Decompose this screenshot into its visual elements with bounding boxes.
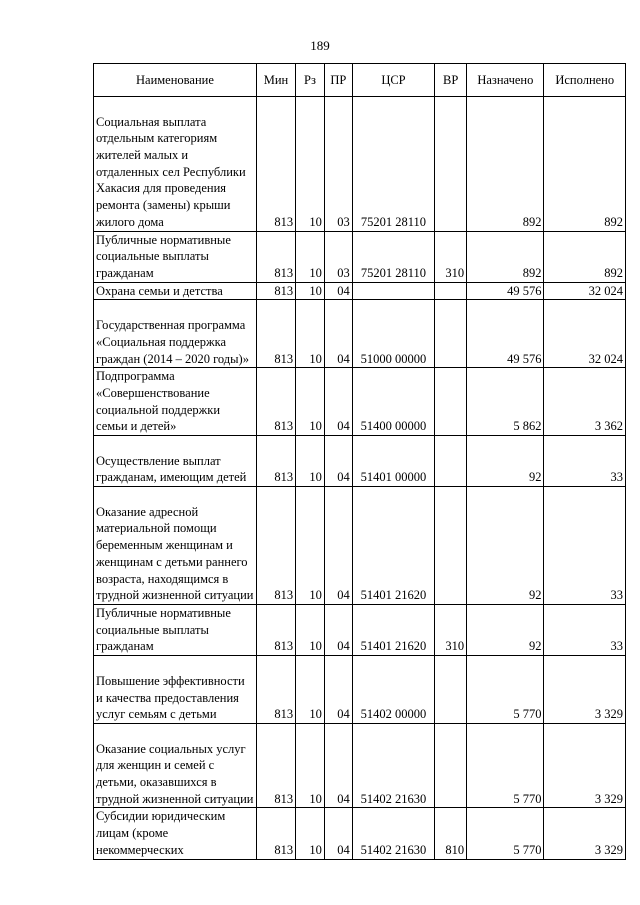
row-min: 813 — [256, 808, 295, 859]
col-header-executed: Исполнено — [544, 64, 626, 97]
row-name: Оказание адресной материальной помощи беременным женщинам и женщинам с детьми раннего возраста, находящимся в трудной жизненной ситуации — [94, 487, 257, 605]
row-min: 813 — [256, 231, 295, 282]
row-csr: 51401 21620 — [352, 487, 434, 605]
row-csr: 51402 21630 — [352, 723, 434, 808]
col-header-name: Наименование — [94, 64, 257, 97]
row-executed: 33 — [544, 487, 626, 605]
row-name: Подпрограмма «Совершенствование социальной поддержки семьи и детей» — [94, 368, 257, 436]
row-csr — [352, 282, 434, 300]
row-vr — [435, 436, 467, 487]
row-rz: 10 — [296, 300, 325, 368]
table-row — [94, 723, 626, 808]
row-assigned: 92 — [467, 436, 544, 487]
row-csr: 51401 00000 — [352, 436, 434, 487]
row-pr: 04 — [324, 723, 352, 808]
table-row — [94, 808, 626, 859]
row-rz: 10 — [296, 97, 325, 232]
row-executed: 32 024 — [544, 300, 626, 368]
row-assigned: 5 862 — [467, 368, 544, 436]
row-name: Государственная программа «Социальная поддержка граждан (2014 – 2020 годы)» — [94, 300, 257, 368]
table-body — [94, 97, 626, 860]
table-row — [94, 656, 626, 724]
row-vr: 810 — [435, 808, 467, 859]
row-name: Публичные нормативные социальные выплаты гражданам — [94, 605, 257, 656]
row-vr — [435, 282, 467, 300]
row-rz: 10 — [296, 487, 325, 605]
row-name: Охрана семьи и детства — [94, 282, 257, 300]
row-assigned: 92 — [467, 487, 544, 605]
row-pr: 04 — [324, 300, 352, 368]
row-min: 813 — [256, 436, 295, 487]
row-assigned: 5 770 — [467, 656, 544, 724]
table-row — [94, 282, 626, 300]
row-pr: 04 — [324, 487, 352, 605]
row-min: 813 — [256, 282, 295, 300]
table-row — [94, 97, 626, 232]
row-csr: 75201 28110 — [352, 97, 434, 232]
row-pr: 04 — [324, 436, 352, 487]
table-row — [94, 605, 626, 656]
row-executed: 3 329 — [544, 723, 626, 808]
table-row — [94, 300, 626, 368]
row-csr: 51402 00000 — [352, 656, 434, 724]
row-pr: 03 — [324, 231, 352, 282]
row-csr: 75201 28110 — [352, 231, 434, 282]
row-executed: 892 — [544, 231, 626, 282]
row-vr — [435, 97, 467, 232]
row-executed: 3 329 — [544, 808, 626, 859]
header-row — [94, 64, 626, 97]
row-pr: 04 — [324, 808, 352, 859]
row-vr — [435, 300, 467, 368]
row-min: 813 — [256, 97, 295, 232]
row-pr: 04 — [324, 605, 352, 656]
row-rz: 10 — [296, 436, 325, 487]
row-name: Субсидии юридическим лицам (кроме некоммерческих — [94, 808, 257, 859]
table-header — [94, 64, 626, 97]
col-header-assigned: Назначено — [467, 64, 544, 97]
row-rz: 10 — [296, 231, 325, 282]
row-rz: 10 — [296, 723, 325, 808]
row-name: Оказание социальных услуг для женщин и семей с детьми, оказавшихся в трудной жизненной ситуации — [94, 723, 257, 808]
row-vr — [435, 656, 467, 724]
row-executed: 33 — [544, 436, 626, 487]
row-assigned: 5 770 — [467, 808, 544, 859]
col-header-pr: ПР — [324, 64, 352, 97]
row-rz: 10 — [296, 605, 325, 656]
row-min: 813 — [256, 656, 295, 724]
row-min: 813 — [256, 368, 295, 436]
budget-table — [93, 63, 626, 860]
row-executed: 3 329 — [544, 656, 626, 724]
row-min: 813 — [256, 723, 295, 808]
row-pr: 04 — [324, 368, 352, 436]
row-pr: 04 — [324, 656, 352, 724]
row-assigned: 92 — [467, 605, 544, 656]
row-pr: 04 — [324, 282, 352, 300]
row-name: Публичные нормативные социальные выплаты гражданам — [94, 231, 257, 282]
table-row — [94, 368, 626, 436]
table-row — [94, 436, 626, 487]
row-rz: 10 — [296, 282, 325, 300]
row-min: 813 — [256, 605, 295, 656]
page-number: 189 — [310, 38, 330, 53]
row-assigned: 49 576 — [467, 282, 544, 300]
row-vr — [435, 368, 467, 436]
row-assigned: 49 576 — [467, 300, 544, 368]
row-vr — [435, 487, 467, 605]
col-header-min: Мин — [256, 64, 295, 97]
row-name: Повышение эффективности и качества предоставления услуг семьям с детьми — [94, 656, 257, 724]
row-assigned: 892 — [467, 231, 544, 282]
row-name: Осуществление выплат гражданам, имеющим детей — [94, 436, 257, 487]
row-assigned: 892 — [467, 97, 544, 232]
row-rz: 10 — [296, 656, 325, 724]
row-rz: 10 — [296, 808, 325, 859]
row-csr: 51402 21630 — [352, 808, 434, 859]
row-min: 813 — [256, 300, 295, 368]
table-row — [94, 231, 626, 282]
row-vr — [435, 723, 467, 808]
row-executed: 892 — [544, 97, 626, 232]
row-assigned: 5 770 — [467, 723, 544, 808]
row-pr: 03 — [324, 97, 352, 232]
table-row — [94, 487, 626, 605]
row-executed: 33 — [544, 605, 626, 656]
col-header-csr: ЦСР — [352, 64, 434, 97]
row-csr: 51400 00000 — [352, 368, 434, 436]
row-name: Социальная выплата отдельным категориям жителей малых и отдаленных сел Республики Хакасия для проведения ремонта (замены) крыши жилого дома — [94, 97, 257, 232]
col-header-rz: Рз — [296, 64, 325, 97]
row-csr: 51401 21620 — [352, 605, 434, 656]
row-vr: 310 — [435, 231, 467, 282]
col-header-vr: ВР — [435, 64, 467, 97]
row-min: 813 — [256, 487, 295, 605]
row-csr: 51000 00000 — [352, 300, 434, 368]
row-rz: 10 — [296, 368, 325, 436]
row-vr: 310 — [435, 605, 467, 656]
row-executed: 3 362 — [544, 368, 626, 436]
row-executed: 32 024 — [544, 282, 626, 300]
